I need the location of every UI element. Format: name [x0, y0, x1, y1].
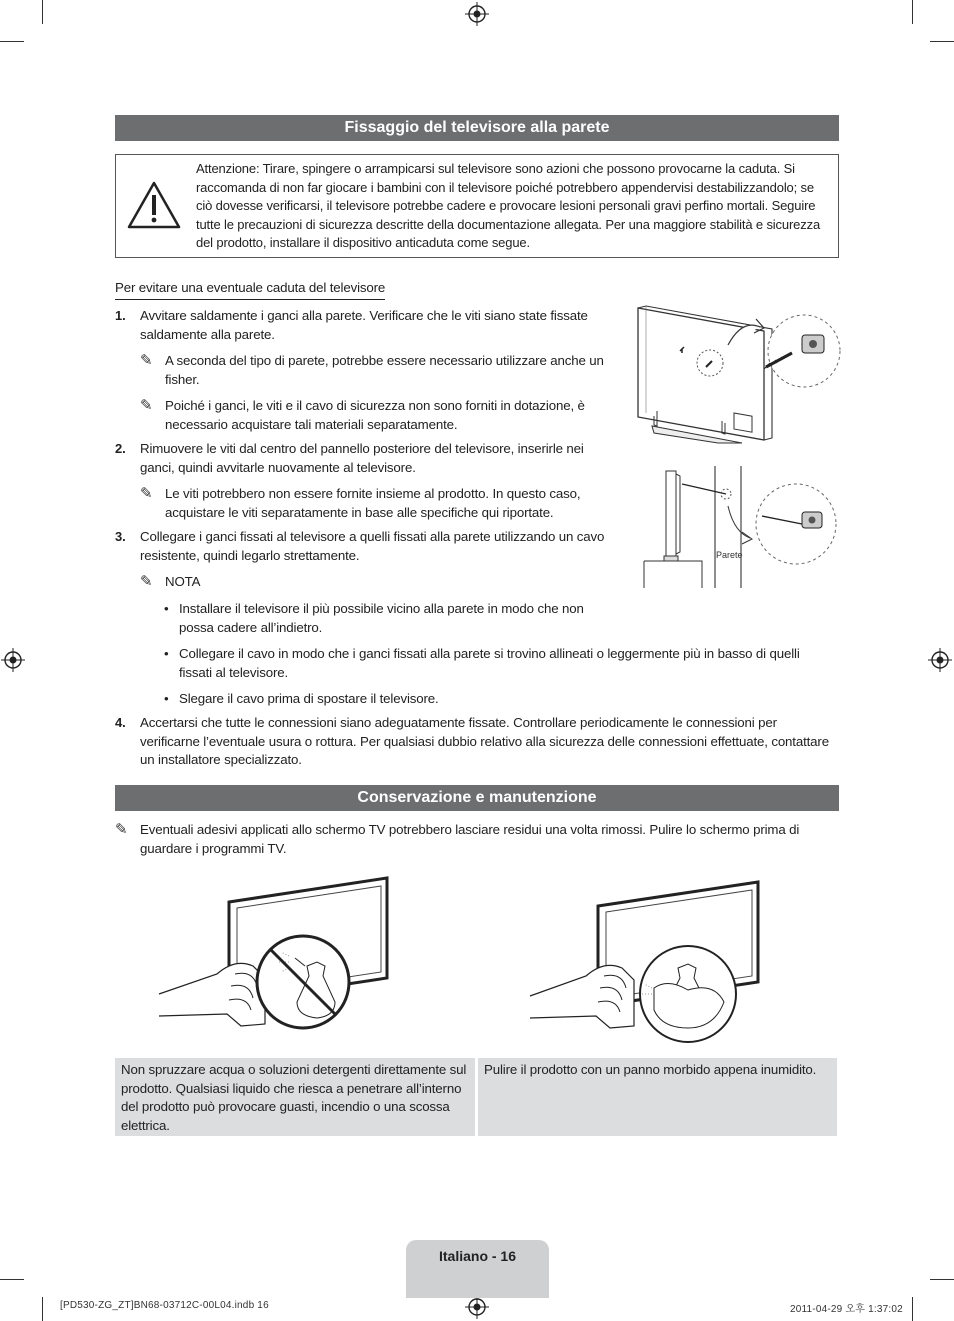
section-title-wall-mount: Fissaggio del televisore alla parete	[115, 115, 839, 141]
pencil-note-icon: ✎	[140, 397, 153, 414]
step-number: 3.	[115, 529, 126, 544]
pencil-note-icon: ✎	[140, 352, 153, 369]
tv-back-bracket-illustration	[632, 305, 842, 445]
crop-mark	[42, 1297, 43, 1321]
registration-mark-icon	[1, 648, 25, 672]
wall-label: Parete	[716, 550, 743, 560]
crop-mark	[42, 0, 43, 24]
bullet-icon: •	[164, 646, 169, 661]
pencil-note-icon: ✎	[115, 821, 128, 838]
registration-mark-icon	[465, 1295, 489, 1319]
registration-mark-icon	[928, 648, 952, 672]
crop-mark	[0, 41, 24, 42]
warning-text: Attenzione: Tirare, spingere o arrampicarsi sul televisore sono azioni che possono provocarne la caduta. Si raccomanda di non far giocare i bambini con il televisore poiché potrebbero appendervisi destabilizzandolo; se ciò dovesse verificarsi, il televisore potrebbe cadere e provocare lesioni personali gravi perfino mortali. Seguire tutte le precauzioni di sicurezza descritte della documentazione allegata. Per una maggiore stabilità e sicurezza del prodotto, installare il dispositivo anticaduta come segue.	[196, 161, 821, 250]
no-spray-illustration	[157, 874, 392, 1034]
crop-mark	[930, 1279, 954, 1280]
page-number-tab: Italiano - 16	[406, 1240, 549, 1298]
step-text: Rimuovere le viti dal centro del pannello posteriore del televisore, inserirle nei ganci, quindi avvitarle nuovamente al televisore.	[140, 441, 584, 475]
warning-box	[115, 154, 839, 258]
bullet-icon: •	[164, 601, 169, 616]
step-text: Collegare i ganci fissati al televisore a quelli fissati alla parete utilizzando un cavo resistente, quindi legarlo strettamente.	[140, 529, 605, 563]
tv-side-cable-illustration	[642, 466, 842, 588]
warning-triangle-icon	[127, 180, 181, 230]
step-number: 1.	[115, 308, 126, 323]
pencil-note-icon: ✎	[140, 485, 153, 502]
subheading: Per evitare una eventuale caduta del televisore	[115, 279, 385, 300]
step-text: Avvitare saldamente i ganci alla parete. Verificare che le viti siano state fissate saldamente alla parete.	[140, 308, 588, 342]
registration-mark-icon	[465, 2, 489, 26]
crop-mark	[912, 0, 913, 24]
date-slug: 2011-04-29 오후 1:37:02	[790, 1304, 903, 1315]
crop-mark	[912, 1297, 913, 1321]
crop-mark	[0, 1279, 24, 1280]
file-slug: [PD530-ZG_ZT]BN68-03712C-00L04.indb 16	[60, 1300, 269, 1311]
step-text: Accertarsi che tutte le connessioni siano adeguatamente fissate. Controllare periodicamente le connessioni per verificarne l’eventuale usura o rottura. Per qualsiasi dubbio relativo alla sicurezza delle connessioni effettuate, contattare un installatore specializzato.	[140, 715, 829, 767]
section-title-maintenance: Conservazione e manutenzione	[115, 785, 839, 811]
cloth-cleaning-illustration	[528, 878, 762, 1044]
warning-label: Attenzione	[196, 161, 256, 176]
pencil-note-icon: ✎	[140, 573, 153, 590]
bullet-icon: •	[164, 691, 169, 706]
step-number: 4.	[115, 715, 126, 730]
caption-no-spray: Non spruzzare acqua o soluzioni detergenti direttamente sul prodotto. Qualsiasi liquido che riesca a penetrare all’interno del prodotto può provocare guasti, incendio o una scossa elettrica.	[115, 1058, 475, 1136]
step-number: 2.	[115, 441, 126, 456]
caption-cloth: Pulire il prodotto con un panno morbido appena inumidito.	[478, 1058, 837, 1136]
crop-mark	[930, 41, 954, 42]
